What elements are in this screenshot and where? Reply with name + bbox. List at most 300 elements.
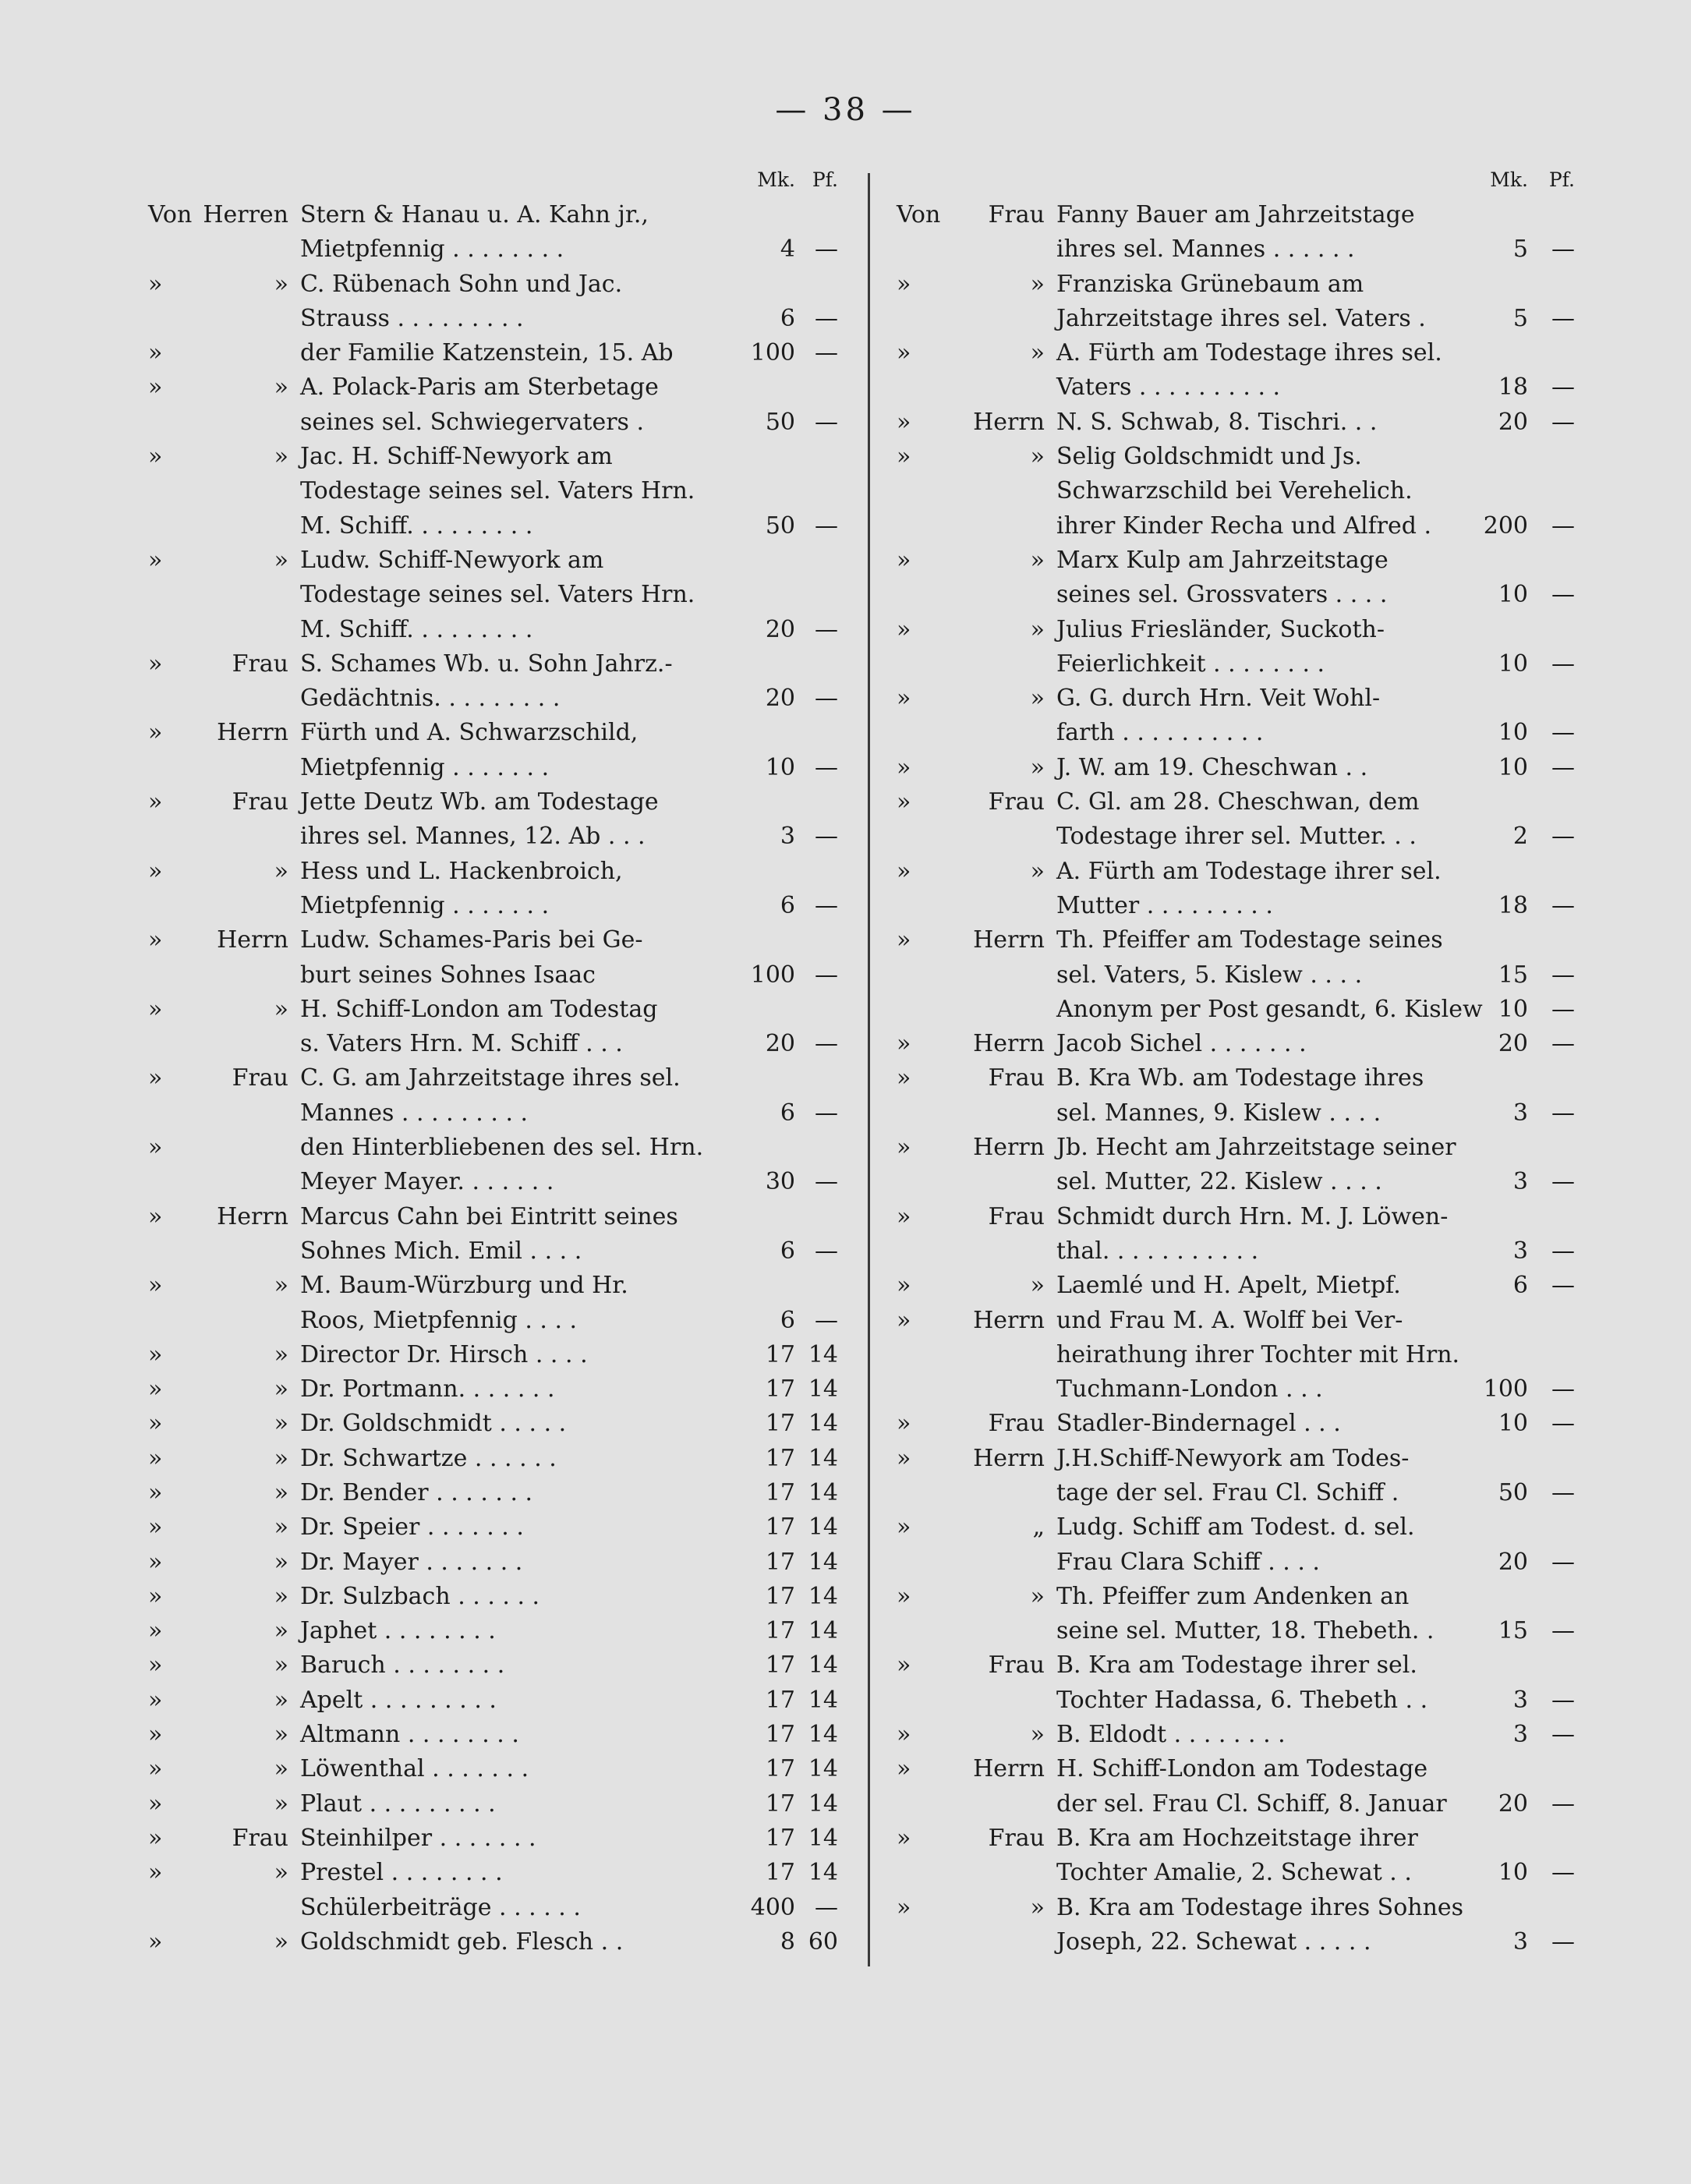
amount-pf: — <box>815 408 838 436</box>
amount-mk: 18 <box>1498 891 1528 919</box>
entry-text: farth . . . . . . . . . . <box>1056 719 1264 747</box>
entry-text: Fanny Bauer am Jahrzeitstage <box>1056 201 1415 228</box>
prefix-von: » <box>148 1686 163 1714</box>
amount-mk: 50 <box>1498 1478 1528 1506</box>
pf-header: Pf. <box>812 168 838 191</box>
prefix-von: » <box>897 1513 911 1542</box>
entry-text: Th. Pfeiffer zum Andenken an <box>1056 1582 1410 1610</box>
entry-line <box>897 716 1575 750</box>
amount-mk: 6 <box>780 304 795 332</box>
amount-mk: 400 <box>750 1893 795 1921</box>
amount-mk: 100 <box>750 339 795 367</box>
prefix-von: » <box>148 1859 163 1887</box>
amount-pf: — <box>815 823 838 851</box>
prefix-title: Herrn <box>973 926 1045 954</box>
entry-line <box>897 1787 1575 1821</box>
amount-pf: — <box>1551 995 1575 1023</box>
entry-line <box>148 1752 838 1786</box>
amount-pf: — <box>1551 1548 1575 1576</box>
entry-text: Todestage ihrer sel. Mutter. . . <box>1056 823 1417 851</box>
prefix-von: » <box>897 753 911 781</box>
prefix-von: » <box>148 1134 163 1162</box>
amount-pf: 14 <box>808 1721 838 1749</box>
amount-pf: — <box>1551 1859 1575 1887</box>
amount-mk: 20 <box>1498 1548 1528 1576</box>
entry-line <box>148 440 834 474</box>
entry-text: Prestel . . . . . . . . <box>300 1859 503 1887</box>
prefix-von: » <box>897 788 911 816</box>
entry-line <box>148 1476 838 1510</box>
left-column <box>148 164 838 1959</box>
entry-text: H. Schiff-London am Todestage <box>1056 1755 1428 1783</box>
entry-text: sel. Mutter, 22. Kislew . . . . <box>1056 1168 1382 1196</box>
amount-mk: 3 <box>1512 1237 1528 1265</box>
entry-text: ihres sel. Mannes, 12. Ab . . . <box>300 823 646 851</box>
amount-pf: — <box>815 1237 838 1265</box>
entry-line <box>897 1407 1575 1441</box>
entry-line <box>897 751 1575 785</box>
amount-mk: 30 <box>765 1168 795 1196</box>
entry-text: Th. Pfeiffer am Todestage seines <box>1056 926 1443 954</box>
prefix-von: » <box>148 443 163 471</box>
right-column-header <box>897 164 1575 198</box>
prefix-von: » <box>148 373 163 402</box>
entry-text: Franziska Grünebaum am <box>1056 270 1364 298</box>
entry-line <box>148 613 838 647</box>
amount-mk: 3 <box>780 823 795 851</box>
prefix-von: Von <box>148 201 193 228</box>
prefix-von: » <box>148 788 163 816</box>
amount-pf: — <box>1551 650 1575 678</box>
entry-line <box>897 1131 1575 1165</box>
entry-text: B. Kra am Todestage ihres Sohnes <box>1056 1893 1464 1921</box>
prefix-von: » <box>897 1134 911 1162</box>
amount-pf: 14 <box>808 1617 838 1645</box>
amount-pf: 14 <box>808 1478 838 1506</box>
amount-mk: 17 <box>765 1548 795 1576</box>
entry-text: thal. . . . . . . . . . . <box>1056 1237 1259 1265</box>
amount-mk: 17 <box>765 1755 795 1783</box>
entry-line <box>148 889 838 923</box>
amount-pf: — <box>1551 823 1575 851</box>
amount-pf: — <box>1551 1686 1575 1714</box>
entry-text: seines sel. Schwiegervaters . <box>300 408 645 436</box>
entry-text: Löwenthal . . . . . . . <box>300 1755 529 1783</box>
amount-pf: — <box>815 1306 838 1334</box>
entry-line <box>897 509 1575 543</box>
entry-text: Apelt . . . . . . . . . <box>300 1686 497 1714</box>
entry-line <box>897 440 1575 474</box>
amount-pf: — <box>1551 581 1575 609</box>
entry-line <box>148 405 838 440</box>
mk-header: Mk. <box>1490 168 1528 191</box>
amount-pf: — <box>1551 1721 1575 1749</box>
entry-line <box>148 1269 834 1303</box>
amount-mk: 3 <box>1512 1168 1528 1196</box>
entry-line <box>897 1856 1575 1890</box>
prefix-title: Herrn <box>973 1755 1045 1783</box>
prefix-von: » <box>148 1272 163 1300</box>
entry-text: A. Fürth am Todestage ihres sel. <box>1056 339 1442 367</box>
entry-text: Dr. Sulzbach . . . . . . <box>300 1582 540 1610</box>
entry-line <box>148 1131 834 1165</box>
amount-mk: 10 <box>1498 581 1528 609</box>
prefix-von: » <box>148 1617 163 1645</box>
amount-pf: — <box>815 235 838 264</box>
entry-line <box>148 1614 838 1648</box>
entry-text: M. Schiff. . . . . . . . . <box>300 511 533 540</box>
entry-text: Dr. Speier . . . . . . . <box>300 1513 524 1542</box>
entry-line <box>148 578 834 612</box>
entry-line <box>148 1856 838 1890</box>
amount-pf: — <box>815 1168 838 1196</box>
entry-line <box>897 267 1575 302</box>
amount-pf: 14 <box>808 1824 838 1852</box>
prefix-title: » <box>1030 615 1045 643</box>
entry-line <box>148 198 834 232</box>
prefix-title: Herren <box>203 201 288 228</box>
entry-line <box>897 1304 1575 1338</box>
entry-line <box>148 1580 838 1614</box>
entry-line <box>897 993 1575 1027</box>
prefix-title: Frau <box>988 1824 1045 1852</box>
left-column-header <box>148 164 838 198</box>
entry-text: Fürth und A. Schwarzschild, <box>300 719 639 747</box>
entry-line <box>897 1925 1575 1959</box>
entry-line <box>148 1925 838 1959</box>
entry-line <box>897 1510 1575 1545</box>
prefix-von: » <box>148 995 163 1023</box>
entry-line <box>148 1200 834 1234</box>
entry-line <box>897 578 1575 612</box>
entry-line <box>148 1096 838 1131</box>
entry-text: B. Kra am Hochzeitstage ihrer <box>1056 1824 1418 1852</box>
prefix-title: » <box>1030 443 1045 471</box>
entry-line <box>897 232 1575 267</box>
prefix-von: » <box>897 546 911 574</box>
amount-mk: 17 <box>765 1651 795 1680</box>
amount-mk: 8 <box>780 1927 795 1956</box>
entry-text: Vaters . . . . . . . . . . <box>1056 373 1281 402</box>
prefix-title: » <box>1030 1893 1045 1921</box>
entry-line <box>897 1269 1575 1303</box>
amount-pf: — <box>815 1030 838 1058</box>
amount-pf: — <box>815 339 838 367</box>
prefix-title: » <box>1030 546 1045 574</box>
amount-pf: — <box>1551 961 1575 989</box>
amount-mk: 4 <box>780 235 795 264</box>
entry-text: C. Gl. am 28. Cheschwan, dem <box>1056 788 1420 816</box>
amount-mk: 2 <box>1512 823 1528 851</box>
prefix-von: » <box>148 339 163 367</box>
entry-text: ihrer Kinder Recha und Alfred . <box>1056 511 1432 540</box>
amount-pf: — <box>1551 719 1575 747</box>
entry-line <box>148 232 838 267</box>
entry-line <box>148 1787 838 1821</box>
amount-mk: 10 <box>1498 650 1528 678</box>
entry-line <box>897 543 1575 578</box>
column-divider <box>868 173 870 1966</box>
entry-line <box>897 1200 1575 1234</box>
entry-line <box>897 1891 1575 1925</box>
entry-text: Schwarzschild bei Verehelich. <box>1056 477 1413 505</box>
entry-text: Hess und L. Hackenbroich, <box>300 857 623 885</box>
entry-text: Feierlichkeit . . . . . . . . <box>1056 650 1325 678</box>
amount-mk: 5 <box>1512 235 1528 264</box>
entry-text: den Hinterbliebenen des sel. Hrn. <box>300 1134 704 1162</box>
prefix-von: » <box>148 719 163 747</box>
amount-pf: — <box>1551 373 1575 402</box>
entry-line <box>897 647 1575 681</box>
entry-text: Anonym per Post gesandt, 6. Kislew <box>1056 995 1483 1023</box>
entry-text: burt seines Sohnes Isaac <box>300 961 596 989</box>
amount-pf: — <box>1551 1272 1575 1300</box>
amount-pf: — <box>1551 1617 1575 1645</box>
prefix-von: » <box>148 1721 163 1749</box>
entry-text: Mietpfennig . . . . . . . . <box>300 235 564 264</box>
entry-line <box>897 474 1575 508</box>
left-entries <box>148 198 838 1959</box>
entry-line <box>148 1648 838 1683</box>
prefix-title: » <box>1030 270 1045 298</box>
entry-line <box>897 1648 1575 1683</box>
entry-text: Schülerbeiträge . . . . . . <box>300 1893 581 1921</box>
entry-line <box>148 1718 838 1752</box>
prefix-title: » <box>274 373 288 402</box>
entry-line <box>148 1234 838 1269</box>
entry-text: Joseph, 22. Schewat . . . . . <box>1056 1927 1371 1956</box>
prefix-von: » <box>148 1375 163 1403</box>
entry-line <box>897 1718 1575 1752</box>
entry-text: J.H.Schiff-Newyork am Todes- <box>1056 1444 1410 1472</box>
prefix-von: » <box>148 926 163 954</box>
entry-text: Mietpfennig . . . . . . . <box>300 891 550 919</box>
entry-text: Todestage seines sel. Vaters Hrn. <box>300 581 695 609</box>
entry-line <box>148 647 834 681</box>
prefix-von: » <box>148 1824 163 1852</box>
entry-text: ihres sel. Mannes . . . . . . <box>1056 235 1355 264</box>
prefix-title: Frau <box>232 1064 288 1092</box>
prefix-title: » <box>274 1340 288 1368</box>
amount-pf: — <box>815 1893 838 1921</box>
prefix-von: » <box>897 1030 911 1058</box>
entry-text: B. Kra am Todestage ihrer sel. <box>1056 1651 1417 1680</box>
prefix-title: » <box>274 1513 288 1542</box>
prefix-title: Herrn <box>217 1202 288 1230</box>
amount-pf: 14 <box>808 1582 838 1610</box>
entry-text: C. G. am Jahrzeitstage ihres sel. <box>300 1064 681 1092</box>
prefix-von: » <box>897 1306 911 1334</box>
prefix-title: » <box>274 1651 288 1680</box>
amount-pf: 14 <box>808 1686 838 1714</box>
entry-text: sel. Mannes, 9. Kislew . . . . <box>1056 1099 1381 1127</box>
amount-mk: 17 <box>765 1617 795 1645</box>
prefix-title: » <box>274 1375 288 1403</box>
prefix-title: Frau <box>988 1410 1045 1438</box>
prefix-von: » <box>897 1582 911 1610</box>
amount-pf: 14 <box>808 1548 838 1576</box>
entry-text: Altmann . . . . . . . . <box>300 1721 519 1749</box>
amount-mk: 6 <box>780 1099 795 1127</box>
prefix-title: » <box>1030 339 1045 367</box>
amount-pf: — <box>815 1099 838 1127</box>
entry-text: und Frau M. A. Wolff bei Ver- <box>1056 1306 1403 1334</box>
entry-line <box>897 405 1575 440</box>
amount-pf: 14 <box>808 1375 838 1403</box>
entry-text: der Familie Katzenstein, 15. Ab <box>300 339 674 367</box>
entry-line <box>148 302 838 336</box>
prefix-von: » <box>897 857 911 885</box>
entry-text: Stern & Hanau u. A. Kahn jr., <box>300 201 649 228</box>
amount-pf: — <box>815 511 838 540</box>
entry-text: Selig Goldschmidt und Js. <box>1056 443 1362 471</box>
amount-mk: 15 <box>1498 961 1528 989</box>
prefix-von: » <box>897 615 911 643</box>
prefix-title: » <box>274 1617 288 1645</box>
entry-text: Ludw. Schames-Paris bei Ge- <box>300 926 643 954</box>
amount-mk: 17 <box>765 1789 795 1818</box>
prefix-von: » <box>148 1789 163 1818</box>
prefix-title: » <box>274 1859 288 1887</box>
entry-text: Jahrzeitstage ihres sel. Vaters . <box>1056 304 1426 332</box>
prefix-title: » <box>274 1755 288 1783</box>
entry-text: Mietpfennig . . . . . . . <box>300 753 550 781</box>
prefix-title: » <box>274 1272 288 1300</box>
amount-pf: — <box>1551 891 1575 919</box>
entry-line <box>148 474 834 508</box>
prefix-von: » <box>148 270 163 298</box>
prefix-von: » <box>897 1410 911 1438</box>
entry-text: Dr. Portmann. . . . . . . <box>300 1375 555 1403</box>
prefix-von: » <box>897 1893 911 1921</box>
entry-text: heirathung ihrer Tochter mit Hrn. <box>1056 1340 1460 1368</box>
entry-text: B. Eldodt . . . . . . . . <box>1056 1721 1286 1749</box>
entry-text: Director Dr. Hirsch . . . . <box>300 1340 588 1368</box>
prefix-von: » <box>897 1444 911 1472</box>
mk-header: Mk. <box>757 168 795 191</box>
amount-pf: — <box>1551 304 1575 332</box>
prefix-title: » <box>1030 1582 1045 1610</box>
prefix-title: Herrn <box>973 1134 1045 1162</box>
amount-mk: 100 <box>1483 1375 1528 1403</box>
amount-pf: 14 <box>808 1340 838 1368</box>
prefix-von: » <box>148 1064 163 1092</box>
amount-mk: 3 <box>1512 1927 1528 1956</box>
amount-pf: 14 <box>808 1859 838 1887</box>
prefix-title: » <box>1030 685 1045 713</box>
entry-line <box>897 1234 1575 1269</box>
entry-text: Tochter Amalie, 2. Schewat . . <box>1056 1859 1412 1887</box>
entry-text: Mannes . . . . . . . . . <box>300 1099 529 1127</box>
prefix-title: Frau <box>232 788 288 816</box>
amount-mk: 17 <box>765 1340 795 1368</box>
prefix-von: » <box>148 650 163 678</box>
entry-line <box>148 1442 838 1476</box>
entry-line <box>148 716 834 750</box>
amount-pf: — <box>1551 1927 1575 1956</box>
entry-line <box>897 1683 1575 1718</box>
right-entries <box>897 198 1575 1959</box>
entry-text: Ludw. Schiff-Newyork am <box>300 546 604 574</box>
amount-mk: 17 <box>765 1410 795 1438</box>
amount-pf: — <box>1551 1237 1575 1265</box>
entry-line <box>897 370 1575 405</box>
entry-text: Sohnes Mich. Emil . . . . <box>300 1237 582 1265</box>
entry-text: Baruch . . . . . . . . <box>300 1651 505 1680</box>
prefix-von: » <box>148 1548 163 1576</box>
amount-mk: 100 <box>750 961 795 989</box>
entry-text: tage der sel. Frau Cl. Schiff . <box>1056 1478 1399 1506</box>
entry-line <box>148 785 834 819</box>
entry-line <box>148 855 834 889</box>
prefix-von: » <box>897 270 911 298</box>
prefix-von: » <box>897 1824 911 1852</box>
prefix-title: Herrn <box>217 926 288 954</box>
entry-line <box>897 198 1575 232</box>
prefix-von: » <box>148 857 163 885</box>
entry-line <box>897 1061 1575 1096</box>
amount-mk: 10 <box>1498 995 1528 1023</box>
prefix-von: » <box>897 1755 911 1783</box>
entry-text: Jette Deutz Wb. am Todestage <box>300 788 659 816</box>
amount-mk: 10 <box>1498 753 1528 781</box>
entry-line <box>897 336 1575 370</box>
amount-pf: 14 <box>808 1789 838 1818</box>
entry-text: Todestage seines sel. Vaters Hrn. <box>300 477 695 505</box>
entry-text: Roos, Mietpfennig . . . . <box>300 1306 578 1334</box>
amount-pf: 14 <box>808 1755 838 1783</box>
prefix-title: » <box>274 270 288 298</box>
entry-text: Dr. Schwartze . . . . . . <box>300 1444 557 1472</box>
amount-pf: — <box>815 304 838 332</box>
entry-text: Gedächtnis. . . . . . . . . <box>300 685 561 713</box>
entry-line <box>897 1027 1575 1061</box>
amount-pf: — <box>815 615 838 643</box>
prefix-von: » <box>897 443 911 471</box>
prefix-title: » <box>274 1478 288 1506</box>
prefix-von: » <box>897 1202 911 1230</box>
entry-line <box>897 302 1575 336</box>
entry-line <box>897 1442 1575 1476</box>
prefix-title: Frau <box>988 1202 1045 1230</box>
amount-mk: 3 <box>1512 1686 1528 1714</box>
prefix-von: » <box>897 1721 911 1749</box>
entry-text: seine sel. Mutter, 18. Thebeth. . <box>1056 1617 1435 1645</box>
prefix-von: » <box>148 1478 163 1506</box>
amount-mk: 17 <box>765 1859 795 1887</box>
prefix-von: » <box>148 1340 163 1368</box>
prefix-von: » <box>897 1651 911 1680</box>
prefix-von: » <box>897 1064 911 1092</box>
entry-text: Plaut . . . . . . . . . <box>300 1789 496 1818</box>
entry-line <box>897 681 1575 716</box>
entry-line <box>148 1407 838 1441</box>
entry-line <box>897 1476 1575 1510</box>
prefix-title: Frau <box>232 650 288 678</box>
entry-text: Strauss . . . . . . . . . <box>300 304 524 332</box>
prefix-von: » <box>897 685 911 713</box>
amount-pf: — <box>1551 235 1575 264</box>
entry-text: H. Schiff-London am Todestag <box>300 995 658 1023</box>
entry-line <box>148 993 834 1027</box>
entry-line <box>148 923 834 957</box>
prefix-title: » <box>274 1444 288 1472</box>
amount-pf: 14 <box>808 1513 838 1542</box>
prefix-von: » <box>897 1272 911 1300</box>
prefix-von: » <box>897 408 911 436</box>
entry-line <box>897 1372 1575 1407</box>
entry-line <box>148 1372 838 1407</box>
